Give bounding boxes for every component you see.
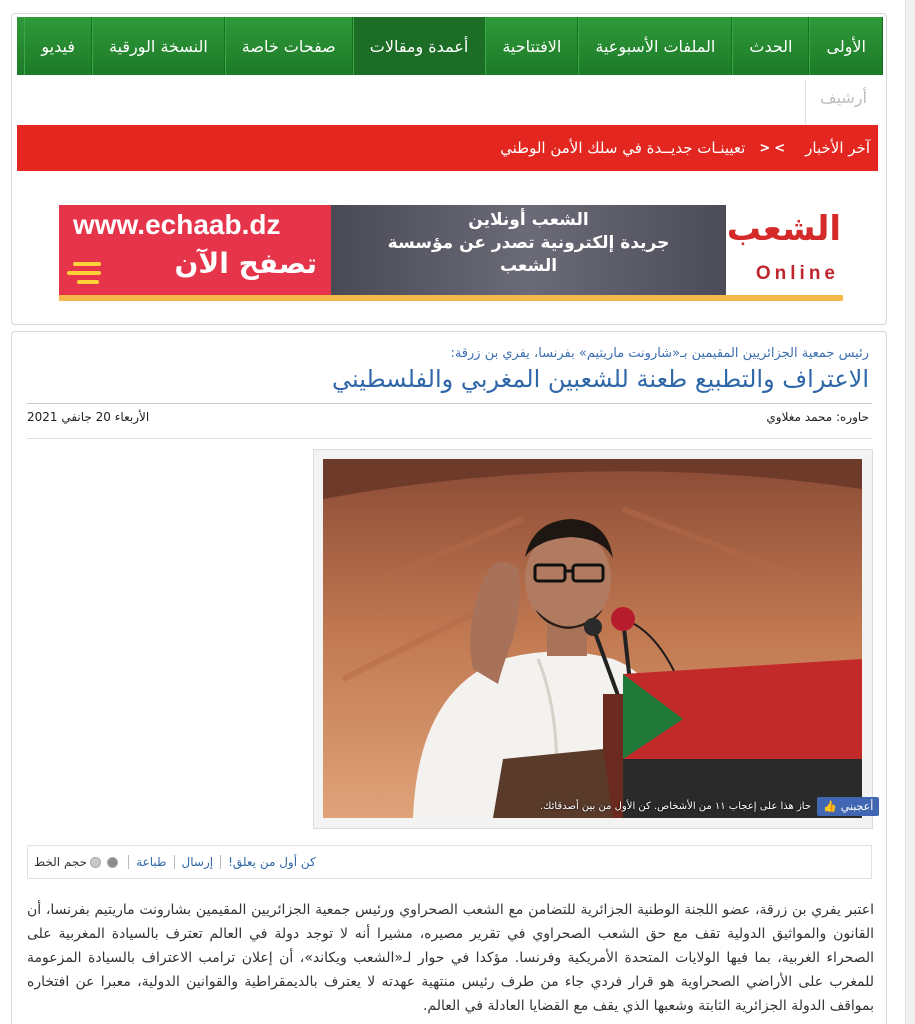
echaab-online-banner[interactable]: [59, 205, 843, 301]
send-link[interactable]: إرسال: [181, 855, 214, 869]
facebook-like-label: أعجبني: [840, 799, 874, 813]
banner-cta: تصفح الآن: [174, 247, 317, 280]
nav-divider: [805, 80, 806, 126]
divider: [27, 403, 872, 404]
article-headline: الاعتراف والتطبيع طعنة للشعبين المغربي والفلسطيني: [332, 365, 869, 393]
banner-logo-latin: Online: [755, 263, 839, 284]
article-kicker: رئيس جمعية الجزائريين المقيمين بـ«شارونت ماريتيم» بفرنسا، يفري بن زرقة:: [450, 346, 869, 361]
thumbs-up-icon: 👍: [823, 799, 837, 813]
nav-item-editorial[interactable]: الافتتاحية: [485, 17, 578, 75]
banner-logo-arabic: الشعب: [726, 209, 841, 249]
facebook-like-bar: [540, 795, 879, 817]
article-author: حاوره: محمد مغلاوي: [766, 410, 869, 424]
banner-tagline-panel: [331, 205, 726, 295]
separator: [220, 855, 221, 869]
banner-url-panel: [59, 205, 331, 295]
article-body: اعتبر يفري بن زرقة، عضو اللجنة الوطنية الجزائرية للتضامن مع الشعب الصحراوي ورئيس جمعية الجزائريين المقيمين بشارونت ماريتيم بفرنسا، أن القانون والمواثيق الدولية تقف مع حق الشعب الصحراوي في تقرير مصيره، مشيرا أنه لا توجد دولة في العالم تعترف بالسيادة المغربية على الصحراء الغربية، بما فيها الولايات المتحدة الأمريكية وفرنسا. مؤكدا في حوار لـ«الشعب ويكاند»، أن إعلان ترامب الاعتراف بالسيادة المزعومة للمغرب على الأراضي الصحراوية هو قرار فردي جاء من طرف رئيس منتهية عهدته لا يعترف بالديمقراطية والقوانين الدولية، معبرا عن افتخاره بمواقف الدولة الجزائرية الثابتة وشعبها الذي يقف مع القضايا العادلة في العالم.: [27, 902, 874, 1014]
nav-item-event[interactable]: الحدث: [732, 17, 809, 75]
banner-line-2: جريدة إلكترونية تصدر عن مؤسسة: [387, 233, 670, 253]
article-photo: [323, 459, 862, 818]
nav-item-special-pages[interactable]: صفحات خاصة: [225, 17, 353, 75]
divider: [27, 438, 872, 439]
font-size-label: حجم الخط: [34, 855, 88, 869]
article-tools-bar: [27, 845, 872, 879]
ticker-arrows: [759, 141, 785, 156]
chevron-left-icon[interactable]: <: [774, 140, 786, 156]
nav-item-columns[interactable]: أعمدة ومقالات: [353, 17, 486, 75]
speed-line-icon: [73, 262, 101, 266]
scrollbar[interactable]: [905, 0, 915, 1024]
banner-logo: [726, 205, 843, 295]
separator: [128, 855, 129, 869]
speed-line-icon: [77, 280, 99, 284]
article-date: الأربعاء 20 جانفي 2021: [27, 410, 150, 424]
speed-line-icon: [67, 271, 101, 275]
main-nav: [17, 17, 883, 75]
font-increase-icon[interactable]: [107, 857, 118, 868]
comment-link[interactable]: كن أول من يعلق!: [228, 855, 316, 869]
nav-item-print-edition[interactable]: النسخة الورقية: [92, 17, 225, 75]
print-link[interactable]: طباعة: [136, 855, 167, 869]
banner-underline: [59, 295, 843, 301]
font-decrease-icon[interactable]: [90, 857, 101, 868]
banner-line-1: الشعب أونلاين: [468, 210, 589, 230]
ticker-label: آخر الأخبار: [805, 139, 870, 157]
ticker-headline[interactable]: تعيينـات جديــدة في سلك الأمن الوطني: [500, 139, 746, 157]
news-ticker: [17, 125, 878, 171]
chevron-right-icon[interactable]: >: [759, 140, 771, 156]
banner-line-3: الشعب: [499, 256, 558, 276]
nav-item-home[interactable]: الأولى: [809, 17, 883, 75]
facebook-like-count: حاز هذا على إعجاب ١١ من الأشخاص. كن الأول من بين أصدقائك.: [540, 800, 812, 812]
nav-item-video[interactable]: فيديو: [24, 17, 92, 75]
nav-item-weekly-files[interactable]: الملفات الأسبوعية: [578, 17, 732, 75]
nav-item-archive[interactable]: أرشيف: [820, 88, 867, 107]
facebook-like-button[interactable]: [817, 797, 879, 816]
separator: [174, 855, 175, 869]
banner-url: www.echaab.dz: [73, 209, 281, 240]
